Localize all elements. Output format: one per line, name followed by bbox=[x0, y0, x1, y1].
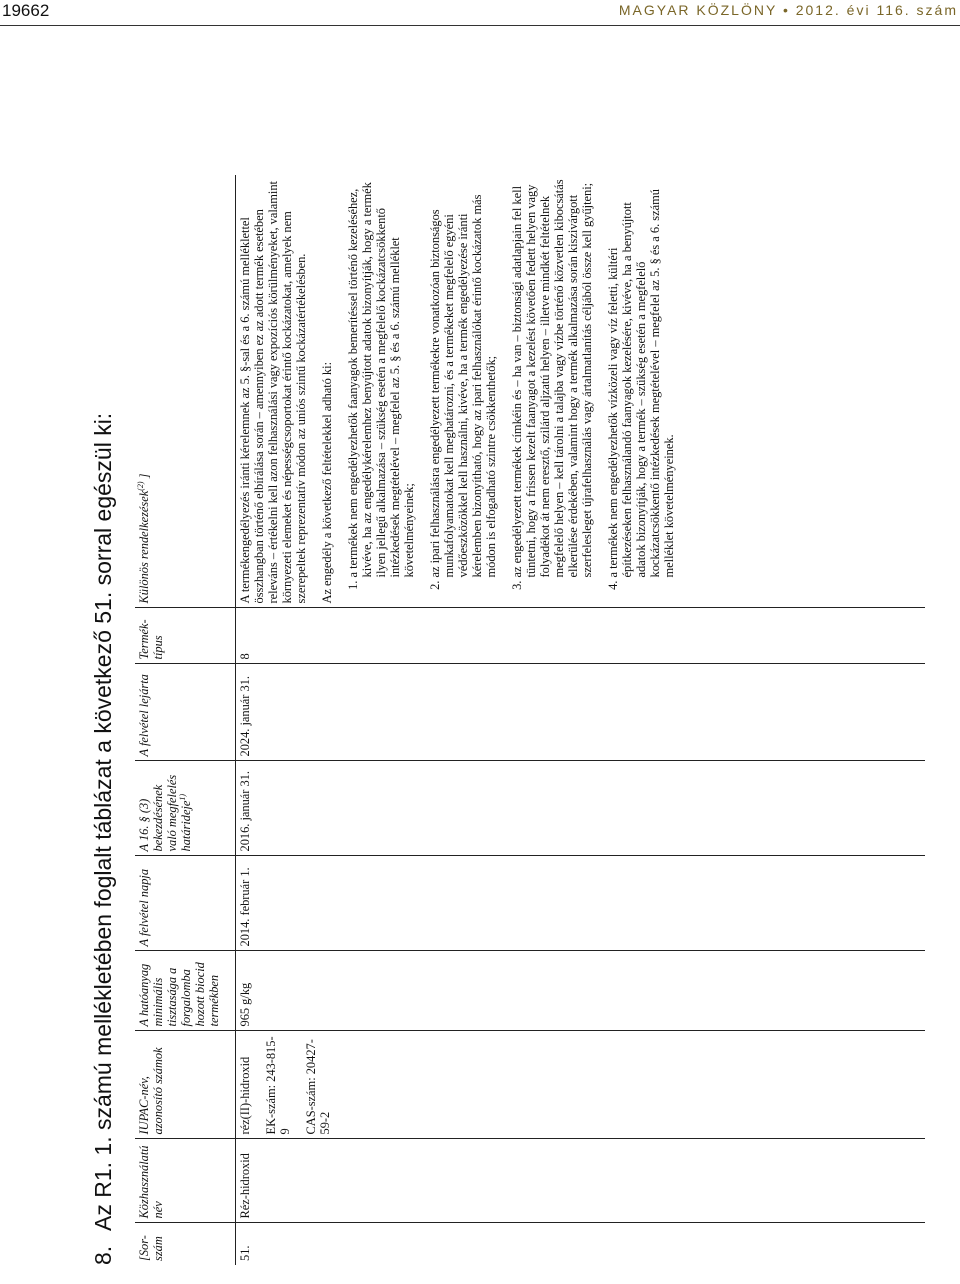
kulonos-lead: Az engedély a következő feltételekkel adható ki: bbox=[320, 361, 334, 604]
ek-number: EK-szám: 243-815-9 bbox=[264, 1036, 292, 1135]
iupac-name: réz(II)-hidroxid bbox=[238, 1056, 252, 1135]
page-header bbox=[0, 0, 960, 26]
section-heading bbox=[90, 413, 117, 1265]
cas-number: CAS-szám: 20427-59-2 bbox=[304, 1039, 332, 1135]
rotated-content bbox=[90, 175, 920, 1265]
cell-kulonos bbox=[236, 175, 926, 608]
col-header-felvetel: A felvétel napja bbox=[135, 856, 236, 951]
kulonos-bracket: ] bbox=[137, 473, 151, 479]
condition-item: 1. a termékek nem engedélyezhetők faanyagok bemerítéssel történő kezeléséhez, kivéve, ha az engedélykérelemhez benyújtott adatok bizonyítják, hogy a termék ilyen jellegű alkalmazása – szükség esetén a megfelelő kockázatcsökkentő intézkedések megtételével – megfelel az 5. § és a 6. számú melléklet követelményeinek; bbox=[346, 179, 416, 578]
cell-tisztasag: 965 g/kg bbox=[236, 951, 926, 1031]
col-header-iupac: IUPAC-név, azonosító számok bbox=[135, 1031, 236, 1139]
condition-item: 4. a termékek nem engedélyezhetők vízközeli vagy víz feletti, kültéri építkezéseken felhasználandó faanyagok kezelésére, kivéve, ha a benyújtott adatok bizonyítják, hogy a termék – szükség esetén a megfelelő kockázatcsökkentő intézkedések megtételével – megfelel az 5. § és a 6. számú melléklet követelményeinek. bbox=[606, 179, 676, 578]
conditions-list bbox=[346, 179, 676, 604]
col-header-kulonos bbox=[135, 175, 236, 608]
cell-hatarido: 2016. január 31. bbox=[236, 761, 926, 856]
cell-koznev: Réz-hidroxid bbox=[236, 1139, 926, 1223]
active-substance-table bbox=[135, 175, 925, 1265]
col-header-koznev: Közhasználatú név bbox=[135, 1139, 236, 1223]
condition-item: 2. az ipari felhasználásra engedélyezett termékekre vonatkozóan biztonságos munkafolyamatokat kell meghatározni, és a termékeket megfelelő egyéni védőeszközökkel kell használni, kivéve, ha a termék engedélyezése iránti kérelemben bizonyítható, hogy az ipari felhasználókat érintő kockázatok más módon is elfogadható szintre csökkenthetők; bbox=[428, 179, 498, 578]
table-row bbox=[236, 175, 926, 1265]
col-header-tisztasag: A hatóanyag minimális tisztasága a forgalomba hozott biocid termékben bbox=[135, 951, 236, 1031]
header-rule bbox=[0, 25, 960, 26]
running-head: MAGYAR KÖZLÖNY • 2012. évi 116. szám bbox=[618, 2, 958, 18]
cell-sorszam: 51. bbox=[238, 1245, 252, 1261]
table-header-row bbox=[135, 175, 236, 1265]
col-header-hatarido bbox=[135, 761, 236, 856]
cell-felvetel: 2014. február 1. bbox=[236, 856, 926, 951]
section-text: Az R1. 1. számú mellékletében foglalt táblázat a következő 51. sorral egészül ki: bbox=[90, 412, 116, 1231]
kulonos-label: Különös rendelkezések bbox=[137, 490, 151, 604]
cell-lejarta: 2024. január 31. bbox=[236, 664, 926, 761]
page-number: 19662 bbox=[2, 1, 50, 20]
col-header-termektipus: Termék-típus bbox=[135, 608, 236, 664]
condition-item: 3. az engedélyezett termékek címkéin és – ha van – biztonsági adatlapjain fel kell tüntetni, hogy a frissen kezelt faanyagot a kezelést követően fedett helyen vagy folyadékot át nem eresztő, szilárd aljzatú helyen – illetve mindkét feltételnek megfelelő helyen – kell tárolni a talajba vagy vízbe történő közvetlen kibocsátás elkerülése érdekében, valamint hogy a termék alkalmazása során kiszivárgott szerfelesleget újrafelhasználás vagy ártalmatlanítás céljából össze kell gyűjteni; bbox=[510, 179, 594, 578]
cell-iupac bbox=[236, 1031, 926, 1139]
section-number: 8. bbox=[90, 1245, 116, 1265]
kulonos-footnote: (2) bbox=[135, 481, 145, 491]
col-header-lejarta: A felvétel lejárta bbox=[135, 664, 236, 761]
cell-termektipus: 8 bbox=[236, 608, 926, 664]
hatarido-footnote: 1) bbox=[177, 793, 187, 801]
col-header-sorszam: [Sor-szám bbox=[135, 1223, 236, 1265]
hatarido-label: A 16. § (3) bekezdésének való megfelelés határideje bbox=[137, 774, 193, 852]
kulonos-intro: A termékengedélyezés iránti kérelemnek az 5. §-sal és a 6. számú melléklettel összhangban történő elbírálása során – amennyiben ez az adott termék esetében releváns – értékelni kell azon felhasználási vagy expozíciós körülményeket, valamint környezeti elemeket és népességcsoportokat érintő kockázatokat, amelyek nem szerepeltek reprezentatív módon az uniós szintű kockázatértékelésben. bbox=[238, 181, 308, 604]
